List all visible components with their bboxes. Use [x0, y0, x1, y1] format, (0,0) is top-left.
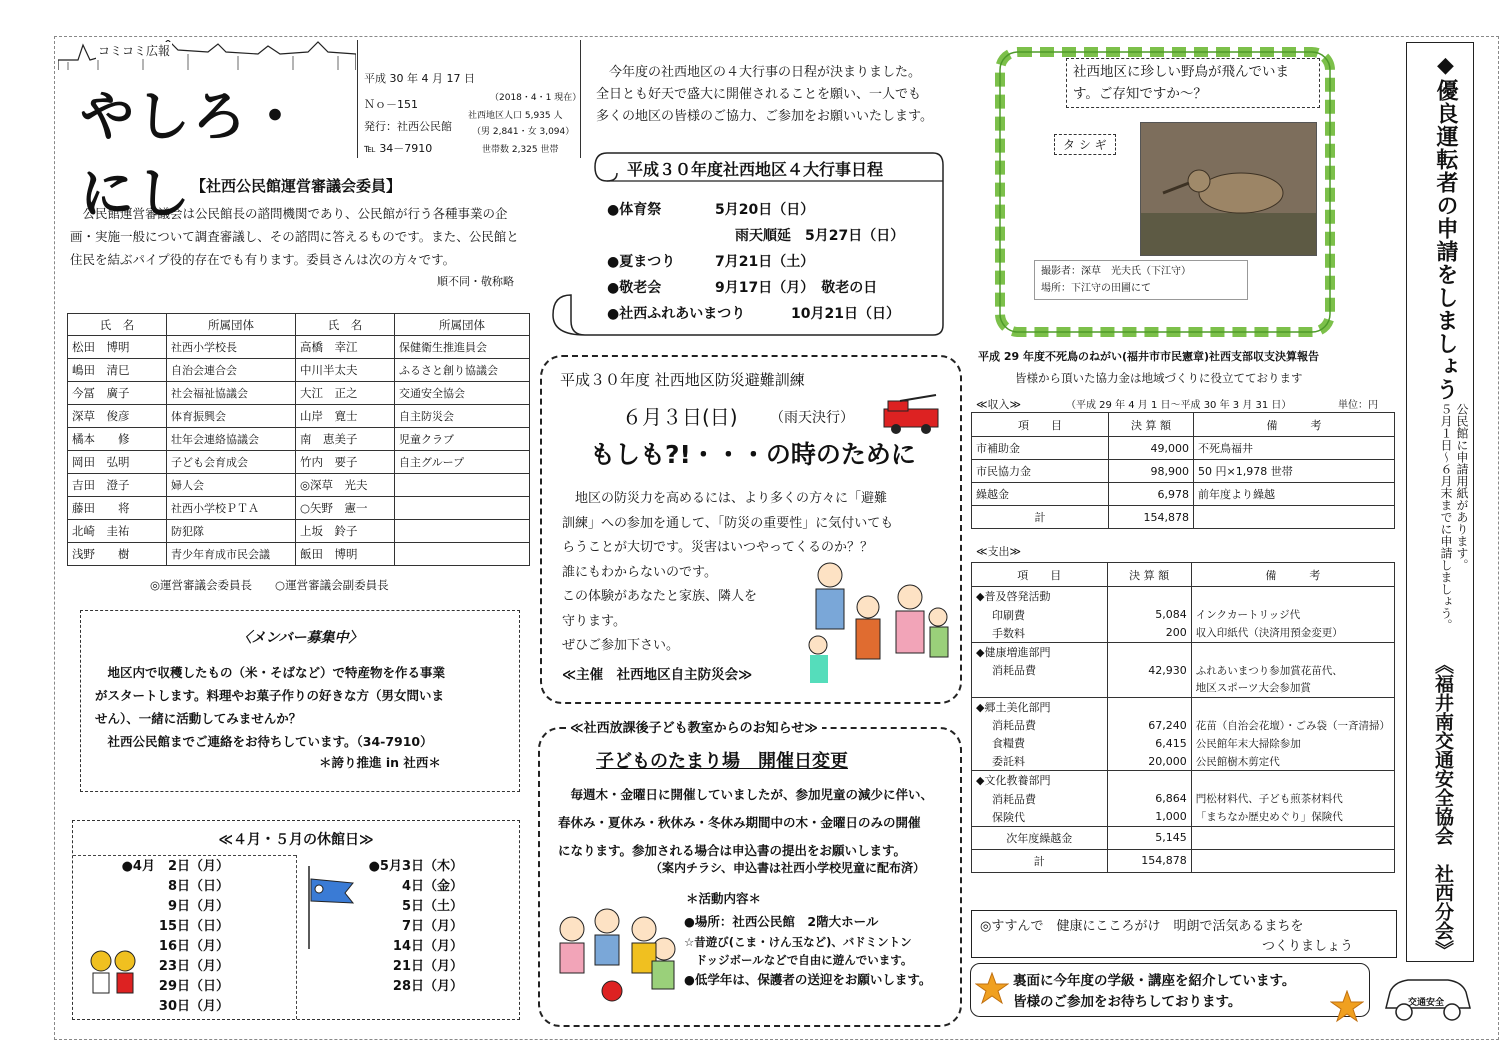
drill-organizer: ≪主催 社西地区自主防災会≫ — [562, 667, 753, 683]
council-section — [62, 175, 530, 291]
table-cell — [1191, 826, 1394, 849]
table-cell: 体育振興会 — [167, 405, 296, 428]
table-cell — [395, 520, 530, 543]
table-cell: 浅野 樹 — [68, 543, 167, 566]
table-cell — [1107, 679, 1191, 697]
table-cell: 20,000 — [1107, 752, 1191, 771]
driver-box — [1406, 42, 1474, 962]
section-name: ◆郷土美化部門 — [972, 697, 1108, 716]
afterschool-note: （案内チラシ、申込書は社西小学校児童に配布済） — [650, 861, 926, 875]
members-body — [81, 647, 519, 753]
council-body: 公民館運営審議会は公民館長の諮問機関であり、公民館が行う各種事業の企画・実施一般について調査審議し、その諮問に答えるものです。また、公民館と住民を結ぶパイプ役的存在でも有ります。委員さんは次の方々です。 — [70, 206, 519, 267]
table-cell: 「まちなか歴史めぐり」保険代 — [1191, 808, 1394, 827]
holiday-date: 28日（月） — [392, 979, 463, 994]
drill-box — [540, 355, 962, 704]
members-line: がスタートします。料理やお菓子作りの好きな方（男女問いま — [95, 688, 445, 703]
bird-photographer: 撮影者：深草 光夫氏（下江守） — [1041, 266, 1191, 277]
traffic-safety-car — [1378, 968, 1478, 1028]
column-header: 所属団体 — [167, 314, 296, 336]
table-cell: 98,900 — [1109, 460, 1194, 483]
table-cell — [395, 543, 530, 566]
table-cell — [1194, 506, 1395, 529]
section-row — [972, 587, 1395, 606]
column-header: 氏 名 — [68, 314, 167, 336]
car-label: 交通安全 — [1408, 998, 1445, 1008]
table-row — [972, 790, 1395, 808]
activity-item: ☆昔遊び(こま・けん玉など)、バドミントン — [684, 935, 912, 949]
afterschool-box — [538, 721, 962, 1027]
table-cell: 社西小学校ＰＴＡ — [167, 497, 296, 520]
table-cell: 花苗（自治会花壇）・ごみ袋（一斉清掃） — [1191, 716, 1394, 734]
table-row — [972, 661, 1395, 679]
population-breakdown: （男 2,841・女 3,094） — [472, 127, 575, 137]
holiday-date: ●4月 2日（月） — [121, 859, 229, 874]
bird-caption: 社西地区に珍しい野鳥が飛んでいます。ご存知ですか～？ — [1066, 58, 1320, 108]
table-cell: 社会福祉協議会 — [167, 382, 296, 405]
star-icon — [975, 972, 1009, 1006]
bird-credit — [1034, 260, 1248, 300]
table-cell: 地区スポーツ大会参加賞 — [1191, 679, 1394, 697]
table-row — [972, 506, 1395, 529]
column-header: 項 目 — [972, 563, 1108, 587]
drill-date: ６月３日(日) — [622, 405, 738, 429]
table-cell: 自主防災会 — [395, 405, 530, 428]
table-cell: 計 — [972, 849, 1108, 872]
column-header: 項 目 — [972, 413, 1109, 437]
afterschool-line: 春休み・夏休み・秋休み・冬休み期間中の木・金曜日のみの開催 — [558, 815, 921, 830]
table-cell: 公民館樹木剪定代 — [1191, 752, 1394, 771]
section-name: ◆文化教養部門 — [972, 771, 1108, 790]
table-header — [972, 563, 1395, 587]
drill-line: 誰にもわからないのです。 — [562, 564, 717, 580]
table-cell — [1191, 642, 1394, 661]
expense-label: ≪支出≫ — [976, 545, 1022, 558]
table-cell: 50 円×1,978 世帯 — [1194, 460, 1395, 483]
income-table — [971, 412, 1395, 529]
table-cell: 手数料 — [972, 624, 1108, 643]
section-row — [972, 771, 1395, 790]
activity-list — [684, 911, 931, 991]
snipe-bird-icon — [1141, 123, 1316, 255]
table-cell: 繰越金 — [972, 483, 1109, 506]
drill-line: 訓練」への参加を通して、「防災の重要性」に気付いても — [562, 515, 894, 531]
council-order-note: 順不同・敬称略 — [437, 275, 514, 288]
section-name: ◆健康増進部門 — [972, 642, 1108, 661]
table-cell: 社西小学校長 — [167, 336, 296, 359]
table-cell: 6,415 — [1107, 734, 1191, 752]
holiday-date: 4日（金） — [401, 879, 463, 894]
table-cell: 前年度より繰越 — [1194, 483, 1395, 506]
section-name: ◆普及啓発活動 — [972, 587, 1108, 606]
population: 社西地区人口 5,935 人 — [468, 111, 563, 121]
fire-truck-illustration — [880, 393, 944, 437]
table-cell: 市民協力金 — [972, 460, 1109, 483]
members-box — [80, 610, 520, 792]
slogan-line: つくりましょう — [1262, 939, 1354, 954]
table-row — [68, 497, 530, 520]
table-cell — [1107, 697, 1191, 716]
table-row — [972, 679, 1395, 697]
table-cell: 大江 正之 — [296, 382, 395, 405]
table-cell: 67,240 — [1107, 716, 1191, 734]
table-cell: ふるさと創り協議会 — [395, 359, 530, 382]
carp-streamer-illustration — [303, 861, 363, 951]
masthead-title: やしろ・にし — [80, 84, 304, 225]
table-row — [68, 359, 530, 382]
driver-org: 《福井南交通安全協会 社西分会》 — [1432, 655, 1454, 959]
drill-line: この体験があなたと家族、隣人を — [562, 589, 758, 604]
table-cell: 6,864 — [1107, 790, 1191, 808]
table-cell: 市補助金 — [972, 437, 1109, 460]
drill-headline: もしも?!・・・の時のために — [590, 440, 916, 469]
table-cell: 今冨 廣子 — [68, 382, 167, 405]
column-header: 備 考 — [1194, 413, 1395, 437]
table-cell — [1191, 849, 1394, 872]
column-header: 所属団体 — [395, 314, 530, 336]
afterschool-body — [558, 781, 933, 865]
section-row — [972, 642, 1395, 661]
members-line: せん）、一緒に活動してみませんか？ — [95, 711, 302, 726]
table-cell: 交通安全協会 — [395, 382, 530, 405]
column-header: 氏 名 — [296, 314, 395, 336]
table-row — [972, 460, 1395, 483]
column-header: 決 算 額 — [1107, 563, 1191, 587]
bird-photo — [1140, 122, 1317, 256]
members-line: 地区内で収穫したもの（米・そばなど）で特産物を作る事業 — [107, 665, 446, 680]
events-title: 平成３０年度社西地区４大行事日程 — [627, 160, 884, 179]
table-cell: 吉田 澄子 — [68, 474, 167, 497]
event-item: ●社西ふれあいまつり 10月21日（日） — [607, 306, 900, 322]
holiday-date: 30日（月） — [158, 999, 229, 1014]
table-cell — [395, 497, 530, 520]
finance-title: 平成 29 年度不死鳥のねがい(福井市市民憲章)社西支部収支決算報告 — [978, 350, 1320, 363]
table-cell: 計 — [972, 506, 1109, 529]
table-row — [972, 826, 1395, 849]
finance-period: （平成 29 年 4 月 1 日～平成 30 年 3 月 31 日） — [1066, 400, 1292, 411]
kids-helmet-illustration — [83, 941, 143, 1011]
drill-line: らうことが大切です。災害はいつやってくるのか？？ — [562, 540, 873, 555]
table-cell: 公民館年末大掃除参加 — [1191, 734, 1394, 752]
masthead-series: コミコミ広報 — [98, 44, 171, 58]
holiday-date: 7日（月） — [401, 919, 463, 934]
table-row — [68, 405, 530, 428]
column-header: 備 考 — [1191, 563, 1394, 587]
drill-line: 地区の防災力を高めるには、より多くの方々に「避難 — [575, 491, 888, 506]
table-row — [68, 428, 530, 451]
issue-date: 平成 30 年 4 月 17 日 — [364, 72, 475, 85]
table-cell — [1191, 587, 1394, 606]
driver-note: 公民館に申請用紙があります。 — [1455, 403, 1469, 571]
holiday-date: 14日（月） — [392, 939, 463, 954]
table-cell: 高橋 幸江 — [296, 336, 395, 359]
table-cell: 松田 博明 — [68, 336, 167, 359]
table-cell: 飯田 博明 — [296, 543, 395, 566]
table-cell: 嶋田 清巳 — [68, 359, 167, 382]
event-item: ●夏まつり 7月21日（土） — [607, 254, 815, 270]
table-cell: 門松材料代、子ども煎茶材料代 — [1191, 790, 1394, 808]
table-cell: 保険代 — [972, 808, 1108, 827]
intro-text — [596, 62, 933, 128]
publisher: 発行：社西公民館 — [364, 120, 452, 133]
table-cell: 不死鳥福井 — [1194, 437, 1395, 460]
drill-rain: （雨天決行） — [770, 410, 854, 426]
table-row — [68, 451, 530, 474]
holiday-date: 9日（月） — [167, 899, 229, 914]
council-heading: 【社西公民館運営審議会委員】 — [190, 177, 401, 195]
activity-title: ＊活動内容＊ — [686, 891, 762, 906]
table-cell: 子ども会育成会 — [167, 451, 296, 474]
table-cell: 消耗品費 — [972, 716, 1108, 734]
event-item: ●体育祭 5月20日（日） — [607, 202, 815, 218]
finance-subtitle: 皆様から頂いた協力金は地域づくりに役立てております — [1015, 371, 1303, 385]
table-cell: 北崎 圭祐 — [68, 520, 167, 543]
events-scroll — [545, 145, 945, 341]
table-cell — [1191, 771, 1394, 790]
table-cell: 自治会連合会 — [167, 359, 296, 382]
table-row — [972, 437, 1395, 460]
table-cell: 南 恵美子 — [296, 428, 395, 451]
table-row — [68, 520, 530, 543]
table-row — [68, 336, 530, 359]
table-cell: 岡田 弘明 — [68, 451, 167, 474]
table-cell: 42,930 — [1107, 661, 1191, 679]
holiday-date: 5日（土） — [401, 899, 463, 914]
issue-number: Ｎｏ－151 — [364, 98, 418, 111]
event-item: ●敬老会 9月17日（月） 敬老の日 — [607, 280, 878, 296]
members-title: 〈メンバー募集中〉 — [237, 630, 363, 646]
holiday-date: 16日（月） — [158, 939, 229, 954]
table-cell: 山岸 寛士 — [296, 405, 395, 428]
bird-section — [990, 42, 1340, 342]
table-cell — [1107, 771, 1191, 790]
council-table — [67, 313, 530, 566]
table-row — [972, 808, 1395, 827]
event-item: 雨天順延 5月27日（日） — [735, 228, 905, 244]
holiday-date: 29日（日） — [158, 979, 229, 994]
table-cell: 収入印紙代（決済用預金変更） — [1191, 624, 1394, 643]
table-cell — [972, 679, 1108, 697]
population-asof: （2018・4・1 現在） — [490, 93, 582, 103]
table-cell: ふれあいまつり参加賞花苗代、 — [1191, 661, 1394, 679]
table-cell: 154,878 — [1107, 849, 1191, 872]
back-notice-line: 皆様のご参加をお待ちしております。 — [1013, 994, 1242, 1010]
table-header — [972, 413, 1395, 437]
table-cell: インクカートリッジ代 — [1191, 606, 1394, 624]
table-cell: 1,000 — [1107, 808, 1191, 827]
table-cell: 婦人会 — [167, 474, 296, 497]
afterschool-title: ≪社西放課後子ども教室からのお知らせ≫ — [566, 717, 822, 736]
column-header: 決 算 額 — [1109, 413, 1194, 437]
table-row — [68, 474, 530, 497]
table-cell: 防犯隊 — [167, 520, 296, 543]
driver-title: ◆優良運転者の申請をしましょう — [1433, 53, 1458, 401]
table-cell: 深草 俊彦 — [68, 405, 167, 428]
intro-line: 今年度の社西地区の４大行事の日程が決まりました。 — [609, 65, 922, 80]
table-cell: 中川半太夫 — [296, 359, 395, 382]
afterschool-line: 毎週木・金曜日に開催していましたが、参加児童の減少に伴い、 — [570, 787, 934, 802]
bird-name: タ シ ギ — [1054, 134, 1116, 155]
activity-item: ●低学年は、保護者の送迎をお願いします。 — [684, 972, 932, 987]
table-cell — [1191, 697, 1394, 716]
afterschool-line: になります。参加される場合は申込書の提出をお願いします。 — [558, 843, 907, 858]
table-cell: 保健衛生推進員会 — [395, 336, 530, 359]
holidays-title: ≪４月・５月の休館日≫ — [218, 832, 374, 848]
slogan-box — [971, 910, 1397, 958]
table-cell: ○矢野 憲一 — [296, 497, 395, 520]
table-row — [68, 382, 530, 405]
table-cell — [1107, 587, 1191, 606]
table-cell: 自主グループ — [395, 451, 530, 474]
table-cell: 竹内 要子 — [296, 451, 395, 474]
back-notice-box — [970, 963, 1370, 1017]
driver-note: ５月１日～６月末までに申請しましょう。 — [1439, 403, 1453, 631]
table-cell: 5,145 — [1107, 826, 1191, 849]
table-cell: 次年度繰越金 — [972, 826, 1108, 849]
table-header — [68, 314, 530, 336]
members-slogan: ＊誇り推進 in 社西＊ — [319, 755, 441, 770]
table-row — [68, 543, 530, 566]
income-label: ≪収入≫ — [976, 398, 1022, 411]
table-cell: 壮年会連絡協議会 — [167, 428, 296, 451]
table-row — [972, 734, 1395, 752]
table-cell: 児童クラブ — [395, 428, 530, 451]
drill-line: 守ります。 — [562, 613, 626, 629]
holidays-box — [72, 820, 520, 1020]
table-cell: 橘本 修 — [68, 428, 167, 451]
afterschool-headline: 子どものたまり場 開催日変更 — [596, 751, 848, 772]
back-notice-line: 裏面に今年度の学級・講座を紹介しています。 — [1013, 973, 1296, 989]
activity-item: ●場所：社西公民館 2階大ホール — [684, 914, 879, 929]
table-cell: 印刷費 — [972, 606, 1108, 624]
members-line: 社西公民館までご連絡をお待ちしています。（34-7910） — [107, 734, 433, 749]
table-cell: 青少年育成市民会議 — [167, 543, 296, 566]
table-cell: 5,084 — [1107, 606, 1191, 624]
table-cell: 6,978 — [1109, 483, 1194, 506]
star-icon — [1330, 990, 1364, 1024]
table-cell: 154,878 — [1109, 506, 1194, 529]
drill-line: ぜひご参加下さい。 — [562, 638, 680, 653]
phone: ℡ 34－7910 — [364, 142, 433, 155]
table-cell: 食糧費 — [972, 734, 1108, 752]
expense-table — [971, 562, 1395, 873]
table-cell: 藤田 将 — [68, 497, 167, 520]
table-row — [972, 716, 1395, 734]
council-legend: ◎運営審議会委員長 ○運営審議会副委員長 — [150, 578, 389, 592]
holiday-date: 23日（月） — [158, 959, 229, 974]
section-row — [972, 697, 1395, 716]
table-cell: 49,000 — [1109, 437, 1194, 460]
table-row — [972, 606, 1395, 624]
table-row — [972, 849, 1395, 872]
table-cell — [395, 474, 530, 497]
table-row — [972, 624, 1395, 643]
family-evacuation-illustration — [788, 557, 958, 697]
intro-line: 多くの地区の皆様のご協力、ご参加をお願いいたします。 — [596, 109, 933, 124]
table-cell: 200 — [1107, 624, 1191, 643]
table-cell: 消耗品費 — [972, 790, 1108, 808]
table-cell: ◎深草 光夫 — [296, 474, 395, 497]
holiday-date: 8日（日） — [167, 879, 229, 894]
households: 世帯数 2,325 世帯 — [482, 145, 559, 155]
holiday-date: 15日（日） — [158, 919, 229, 934]
slogan-line: ◎すすんで 健康にこころがけ 明朗で活気あるまちを — [980, 919, 1304, 934]
masthead-info — [357, 40, 581, 158]
table-cell: 消耗品費 — [972, 661, 1108, 679]
table-row — [972, 483, 1395, 506]
holiday-date: 21日（月） — [392, 959, 463, 974]
holiday-date: ●5月3日（木） — [368, 859, 463, 874]
events-list — [607, 197, 904, 327]
table-row — [972, 752, 1395, 771]
bird-place: 場所：下江守の田圃にて — [1041, 283, 1151, 294]
children-playing-illustration — [552, 899, 682, 1009]
table-cell — [1107, 642, 1191, 661]
intro-line: 全日とも好天で盛大に開催されることを願い、一人でも — [596, 87, 922, 102]
table-cell: 委託料 — [972, 752, 1108, 771]
finance-unit: 単位：円 — [1338, 400, 1378, 411]
activity-item: ドッジボールなどで自由に遊んでいます。 — [684, 953, 913, 967]
drill-title: 平成３０年度 社西地区防災避難訓練 — [560, 371, 805, 389]
table-cell: 上坂 鈴子 — [296, 520, 395, 543]
